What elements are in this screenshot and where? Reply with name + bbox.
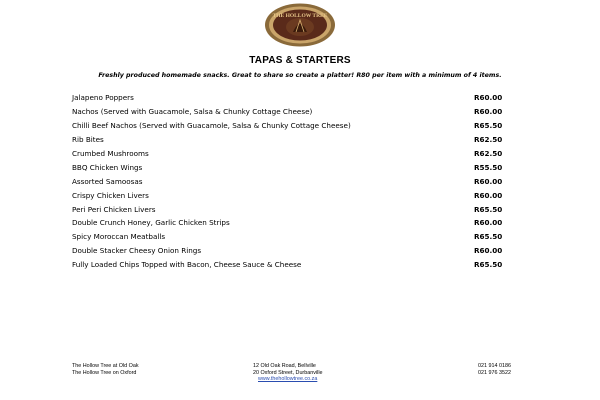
footer-phone: 021 976 3522 — [478, 369, 511, 376]
menu-item — [72, 188, 510, 202]
menu-item-name: Jalapeno Poppers — [72, 93, 134, 103]
menu-item-name: BBQ Chicken Wings — [72, 162, 143, 172]
menu-item-price: R65.50 — [474, 232, 503, 242]
menu-item-price: R65.50 — [474, 260, 503, 270]
menu-item — [72, 258, 510, 272]
menu-item-name: Peri Peri Chicken Livers — [72, 204, 156, 214]
menu-item-price: R60.00 — [474, 246, 503, 256]
menu-item-name: Chilli Beef Nachos (Served with Guacamole, Salsa & Chunky Cottage Cheese) — [72, 121, 351, 131]
menu-item-name: Spicy Moroccan Meatballs — [72, 232, 166, 242]
footer-venue: The Hollow Tree at Old Oak — [72, 363, 139, 369]
footer-venue: The Hollow Tree on Oxford — [72, 369, 137, 376]
logo-text: THE HOLLOW TREE — [272, 13, 328, 19]
menu-item-price: R62.50 — [474, 149, 503, 158]
menu-item-name: Rib Bites — [72, 135, 104, 145]
menu-item-price: R60.00 — [474, 93, 503, 103]
website-link[interactable]: www.thehollowtree.co.za — [258, 376, 318, 382]
menu-item-price: R65.50 — [474, 204, 503, 214]
footer-phone: 021 914 0186 — [478, 363, 511, 369]
section-heading: TAPAS & STARTERS — [249, 55, 351, 66]
footer-address: 12 Old Oak Road, Bellville — [253, 363, 316, 369]
menu-item — [72, 202, 510, 216]
menu-item — [72, 133, 510, 147]
footer-addresses — [253, 363, 323, 376]
menu-item-name: Double Crunch Honey, Garlic Chicken Strips — [72, 218, 230, 228]
menu-item-price: R60.00 — [474, 218, 503, 228]
footer-address: 20 Oxford Street, Durbanville — [253, 369, 323, 376]
menu-item — [72, 244, 510, 258]
intro-text: Freshly produced homemade snacks. Great to share so create a platter! R80 per item with a minimum of 4 items. — [98, 72, 502, 79]
menu-item-price: R60.00 — [474, 107, 503, 117]
footer-venues — [72, 363, 139, 376]
menu-item — [72, 230, 510, 244]
menu-item — [72, 105, 510, 119]
menu-list — [72, 91, 510, 272]
menu-item — [72, 174, 510, 188]
menu-item-name: Crumbed Mushrooms — [72, 149, 149, 158]
menu-item — [72, 160, 510, 174]
menu-item — [72, 147, 510, 161]
menu-item-name: Assorted Samoosas — [72, 176, 143, 186]
footer-phones — [478, 363, 511, 376]
menu-item-name: Crispy Chicken Livers — [72, 190, 149, 200]
menu-item — [72, 216, 510, 230]
menu-item-price: R65.50 — [474, 121, 503, 131]
menu-item-price: R62.50 — [474, 135, 503, 145]
menu-item — [72, 119, 510, 133]
menu-item-price: R55.50 — [474, 162, 503, 172]
menu-item-price: R60.00 — [474, 176, 503, 186]
hollow-tree-logo — [263, 2, 337, 48]
menu-item-name: Fully Loaded Chips Topped with Bacon, Cheese Sauce & Cheese — [72, 260, 302, 270]
menu-item — [72, 91, 510, 105]
menu-item-price: R60.00 — [474, 190, 503, 200]
menu-item-name: Double Stacker Cheesy Onion Rings — [72, 246, 202, 256]
menu-item-name: Nachos (Served with Guacamole, Salsa & Chunky Cottage Cheese) — [72, 107, 313, 117]
